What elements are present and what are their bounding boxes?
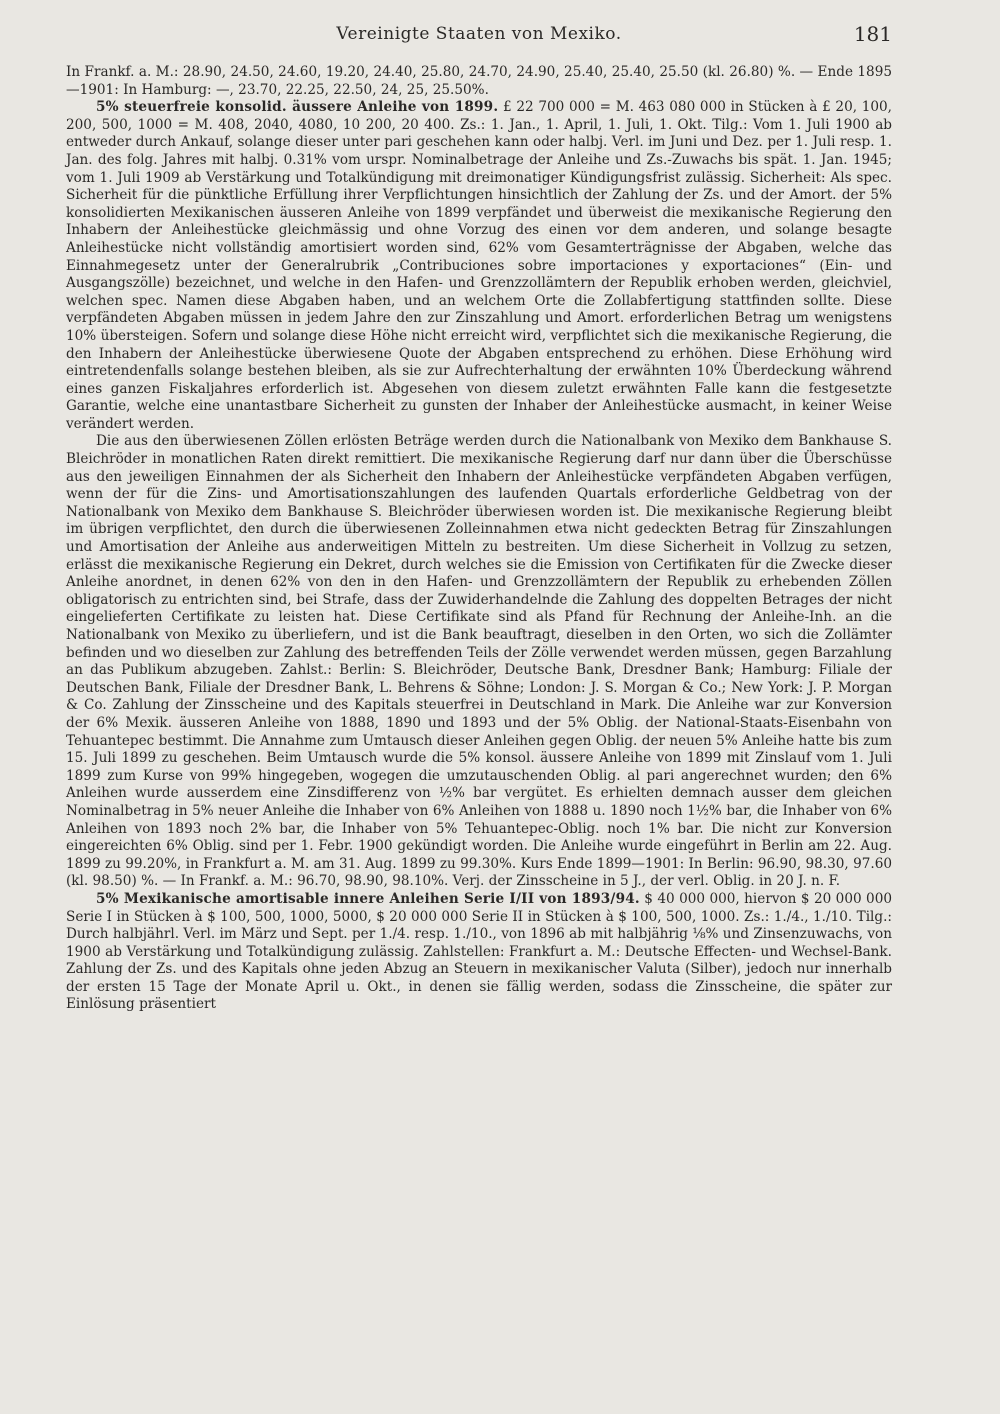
- paragraph-text: In Frankf. a. M.: 28.90, 24.50, 24.60, 19.20, 24.40, 25.80, 24.70, 24.90, 25.40, 25.40, 25.50 (kl. 26.80) %. — Ende 1895—1901: In Hamburg: —, 23.70, 22.25, 22.50, 24, 25, 25.50%.: [66, 64, 892, 98]
- page-header: [66, 22, 892, 52]
- section-heading: 5% steuerfreie konsolid. äussere Anleihe von 1899.: [96, 99, 499, 116]
- running-title: Vereinigte Staaten von Mexiko.: [336, 24, 622, 44]
- paragraph: [66, 891, 892, 1014]
- page-number: 181: [853, 22, 892, 46]
- paragraph-text: £ 22 700 000 = M. 463 080 000 in Stücken à £ 20, 100, 200, 500, 1000 = M. 408, 2040, 4080, 10 200, 20 400. Zs.: 1. Jan., 1. April, 1. Juli, 1. Okt. Tilg.: Vom 1. Juli 1900 ab entweder durch Ankauf, solange dieser unter pari geschehen kann oder halbj. Verl. im Juni und Dez. per 1. Juli resp. 1. Jan. des folg. Jahres mit halbj. 0.31% vom urspr. Nominalbetrage der Anleihe und Zs.-Zuwachs bis spät. 1. Jan. 1945; vom 1. Juli 1909 ab Verstärkung und Totalkündigung mit dreimonatiger Kündigungsfrist zulässig. Sicherheit: Als spec. Sicherheit für die pünktliche Erfüllung ihrer Verpflichtungen hinsichtlich der Zahlung der Zs. und der Amort. der 5% konsolidierten Mexikanischen äusseren Anleihe von 1899 verpfändet und überweist die mexikanische Regierung den Inhabern der Anleihestücke gleichmässig und ohne Vorzug des einen vor dem anderen, und solange besagte Anleihestücke nicht vollständig amortisiert worden sind, 62% vom Gesamterträgnisse der Abgaben, welche das Einnahmegesetz unter der Generalrubrik „Contribuciones sobre importaciones y exportaciones“ (Ein- und Ausgangszölle) bezeichnet, und welche in den Hafen- und Grenzzollämtern der Republik erhoben werden, gleichviel, welchen spec. Namen diese Abgaben haben, und an welchem Orte die Zollabfertigung stattfinden sollte. Diese verpfändeten Abgaben müssen in jedem Jahre den zur Zinszahlung und Amort. erforderlichen Betrag um wenigstens 10% übersteigen. Sofern und solange diese Höhe nicht erreicht wird, verpflichtet sich die mexikanische Regierung, die den Inhabern der Anleihestücke überwiesene Quote der Abgaben entsprechend zu erhöhen. Diese Erhöhung wird eintretendenfalls solange bestehen bleiben, als sie zur Aufrechterhaltung der erwähnten 10% Überdeckung während eines ganzen Fiskaljahres erforderlich ist. Abgesehen von diesem zuletzt erwähnten Falle kann die festgesetzte Garantie, welche eine unantastbare Sicherheit zu gunsten der Inhaber der Anleihestücke ausmacht, in keiner Weise verändert werden.: [66, 99, 893, 432]
- body-text: [66, 64, 892, 1014]
- section-heading: 5% Mexikanische amortisable innere Anleihen Serie I/II von 1893/94.: [96, 890, 640, 907]
- paragraph: [66, 99, 892, 433]
- paragraph-text: $ 40 000 000, hiervon $ 20 000 000 Serie I in Stücken à $ 100, 500, 1000, 5000, $ 20 000 000 Serie II in Stücken à $ 100, 500, 1000. Zs.: 1./4., 1./10. Tilg.: Durch halbjährl. Verl. im März und Sept. per 1./4. resp. 1./10., von 1896 ab mit halbjährig ⅛% und Zinsenzuwachs, von 1900 ab Verstärkung und Totalkündigung zulässig. Zahlstellen: Frankfurt a. M.: Deutsche Effecten- und Wechsel-Bank. Zahlung der Zs. und des Kapitals ohne jeden Abzug an Steuern in mexikanischer Valuta (Silber), jedoch nur innerhalb der ersten 15 Tage der Monate April u. Okt., in denen sie fällig werden, sodass die Zinsscheine, die später zur Einlösung präsentiert: [66, 890, 892, 1013]
- paragraph: [66, 64, 892, 99]
- paragraph: [66, 433, 892, 890]
- paragraph-text: Die aus den überwiesenen Zöllen erlösten Beträge werden durch die Nationalbank von Mexiko dem Bankhause S. Bleichröder in monatlichen Raten direkt remittiert. Die mexikanische Regierung darf nur dann über die Überschüsse aus den jeweiligen Einnahmen der als Sicherheit den Inhabern der Anleihestücke verpfändeten Abgaben verfügen, wenn der für die Zins- und Amortisationszahlungen des laufenden Quartals erforderliche Geldbetrag von der Nationalbank von Mexiko dem Bankhause S. Bleichröder überwiesen worden ist. Die mexikanische Regierung bleibt im übrigen verpflichtet, den durch die überwiesenen Zolleinnahmen etwa nicht gedeckten Betrag für Zinszahlungen und Amortisation der Anleihe aus anderweitigen Mitteln zu bestreiten. Um diese Sicherheit in Vollzug zu setzen, erlässt die mexikanische Regierung ein Dekret, durch welches sie die Emission von Certifikaten für die Zwecke dieser Anleihe anordnet, in denen 62% von den in den Hafen- und Grenzzollämtern der Republik zu erhebenden Zöllen obligatorisch zu entrichten sind, bei Strafe, dass der Zuwiderhandelnde die Zahlung des doppelten Betrages der nicht eingelieferten Certifikate zu leisten hat. Diese Certifikate sind als Pfand für Rechnung der Anleihe-Inh. an die Nationalbank von Mexiko zu überliefern, und ist die Bank beauftragt, dieselben in den Orten, wo sich die Zollämter befinden und wo dieselben zur Zahlung des betreffenden Teils der Zölle verwendet werden müssen, gegen Barzahlung an das Publikum abzugeben. Zahlst.: Berlin: S. Bleichröder, Deutsche Bank, Dresdner Bank; Hamburg: Filiale der Deutschen Bank, Filiale der Dresdner Bank, L. Behrens & Söhne; London: J. S. Morgan & Co.; New York: J. P. Morgan & Co. Zahlung der Zinsscheine und des Kapitals steuerfrei in Deutschland in Mark. Die Anleihe war zur Konversion der 6% Mexik. äusseren Anleihe von 1888, 1890 und 1893 und der 5% Oblig. der National-Staats-Eisenbahn von Tehuantepec bestimmt. Die Annahme zum Umtausch dieser Anleihen gegen Oblig. der neuen 5% Anleihe hatte bis zum 15. Juli 1899 zu geschehen. Beim Umtausch wurde die 5% konsol. äussere Anleihe von 1899 mit Zinslauf vom 1. Juli 1899 zum Kurse von 99% hingegeben, wogegen die umzutauschenden Oblig. al pari angerechnet wurden; den 6% Anleihen wurde ausserdem eine Zinsdifferenz von ½% bar vergütet. Es erhielten demnach ausser dem gleichen Nominalbetrag in 5% neuer Anleihe die Inhaber von 6% Anleihen von 1888 u. 1890 noch 1½% bar, die Inhaber von 6% Anleihen von 1893 noch 2% bar, die Inhaber von 5% Tehuantepec-Oblig. noch 1% bar. Die nicht zur Konversion eingereichten 6% Oblig. sind per 1. Febr. 1900 gekündigt worden. Die Anleihe wurde eingeführt in Berlin am 22. Aug. 1899 zu 99.20%, in Frankfurt a. M. am 31. Aug. 1899 zu 99.30%. Kurs Ende 1899—1901: In Berlin: 96.90, 98.30, 97.60 (kl. 98.50) %. — In Frankf. a. M.: 96.70, 98.90, 98.10%. Verj. der Zinsscheine in 5 J., der verl. Oblig. in 20 J. n. F.: [66, 433, 892, 890]
